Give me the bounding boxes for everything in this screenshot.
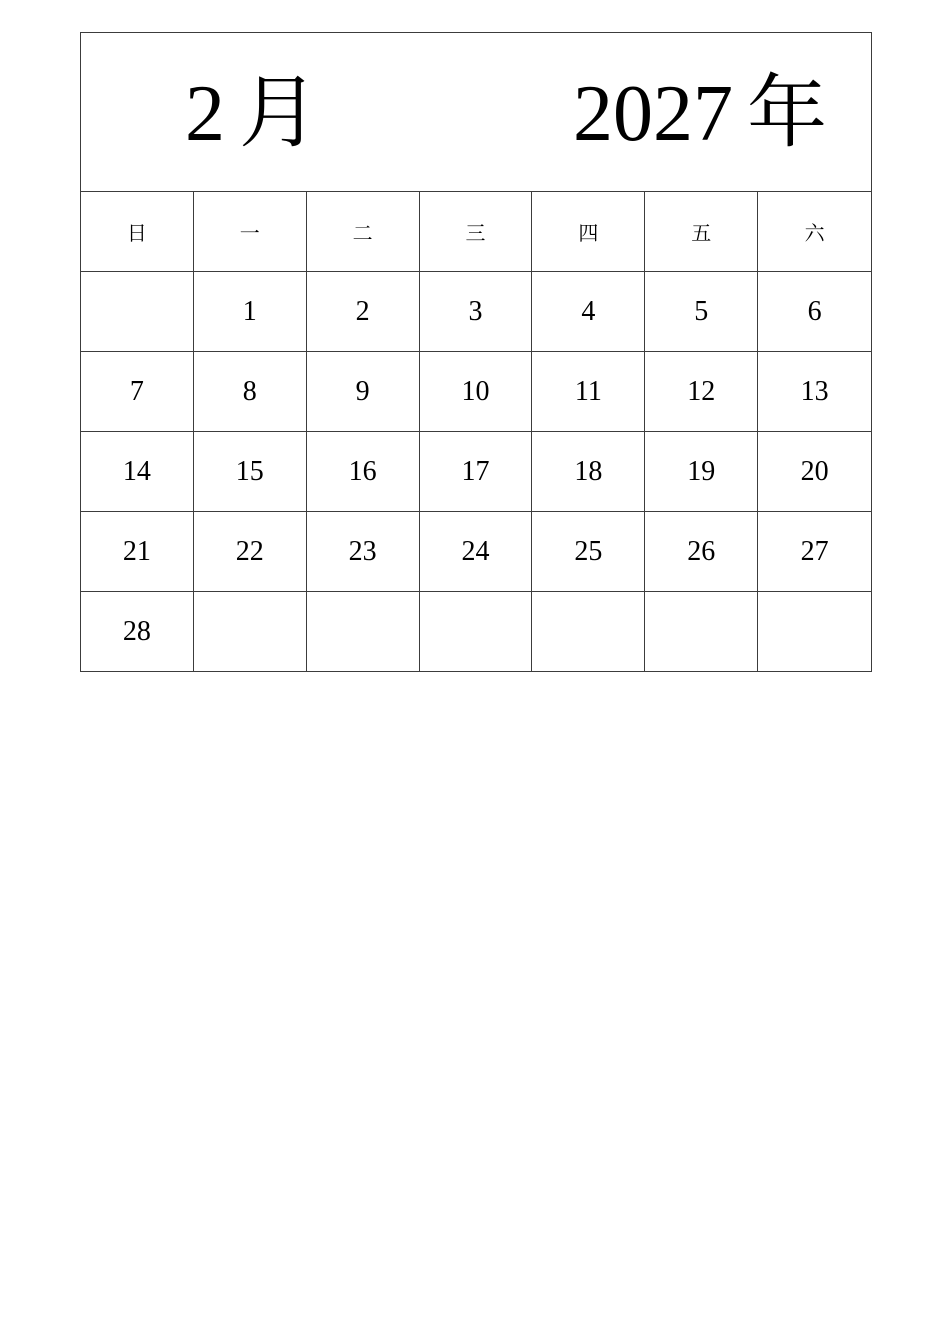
day-cell: 3 bbox=[420, 272, 533, 352]
day-cell: 11 bbox=[532, 352, 645, 432]
day-cell bbox=[81, 272, 194, 352]
day-cell: 23 bbox=[307, 512, 420, 592]
calendar bbox=[80, 32, 872, 672]
day-cell: 2 bbox=[307, 272, 420, 352]
month-suffix: 月 bbox=[239, 66, 319, 159]
weekday-header: 四 bbox=[532, 192, 645, 272]
weekday-header: 一 bbox=[194, 192, 307, 272]
day-cell: 18 bbox=[532, 432, 645, 512]
year-number: 2027 bbox=[573, 70, 733, 158]
day-cell: 14 bbox=[81, 432, 194, 512]
day-cell: 20 bbox=[758, 432, 871, 512]
day-cell bbox=[307, 592, 420, 671]
day-cell bbox=[645, 592, 758, 671]
day-cell: 24 bbox=[420, 512, 533, 592]
day-cell: 5 bbox=[645, 272, 758, 352]
day-cell: 17 bbox=[420, 432, 533, 512]
day-cell: 12 bbox=[645, 352, 758, 432]
weekday-header: 日 bbox=[81, 192, 194, 272]
day-cell: 16 bbox=[307, 432, 420, 512]
day-cell: 13 bbox=[758, 352, 871, 432]
day-cell: 19 bbox=[645, 432, 758, 512]
weekday-header: 三 bbox=[420, 192, 533, 272]
day-cell: 21 bbox=[81, 512, 194, 592]
day-cell: 7 bbox=[81, 352, 194, 432]
month-number: 2 bbox=[185, 70, 225, 158]
day-cell: 6 bbox=[758, 272, 871, 352]
year-label bbox=[573, 65, 827, 162]
day-cell: 10 bbox=[420, 352, 533, 432]
weekday-header: 六 bbox=[758, 192, 871, 272]
day-cell: 22 bbox=[194, 512, 307, 592]
day-cell bbox=[758, 592, 871, 671]
day-cell: 27 bbox=[758, 512, 871, 592]
day-cell: 8 bbox=[194, 352, 307, 432]
day-cell bbox=[194, 592, 307, 671]
day-cell: 15 bbox=[194, 432, 307, 512]
day-cell: 26 bbox=[645, 512, 758, 592]
day-cell: 25 bbox=[532, 512, 645, 592]
day-cell: 4 bbox=[532, 272, 645, 352]
weekday-header: 五 bbox=[645, 192, 758, 272]
day-cell bbox=[420, 592, 533, 671]
year-suffix: 年 bbox=[747, 66, 827, 159]
month-label bbox=[185, 65, 319, 162]
weekday-header: 二 bbox=[307, 192, 420, 272]
day-cell bbox=[532, 592, 645, 671]
calendar-grid bbox=[81, 192, 871, 671]
day-cell: 9 bbox=[307, 352, 420, 432]
day-cell: 28 bbox=[81, 592, 194, 671]
day-cell: 1 bbox=[194, 272, 307, 352]
calendar-header bbox=[81, 33, 871, 192]
